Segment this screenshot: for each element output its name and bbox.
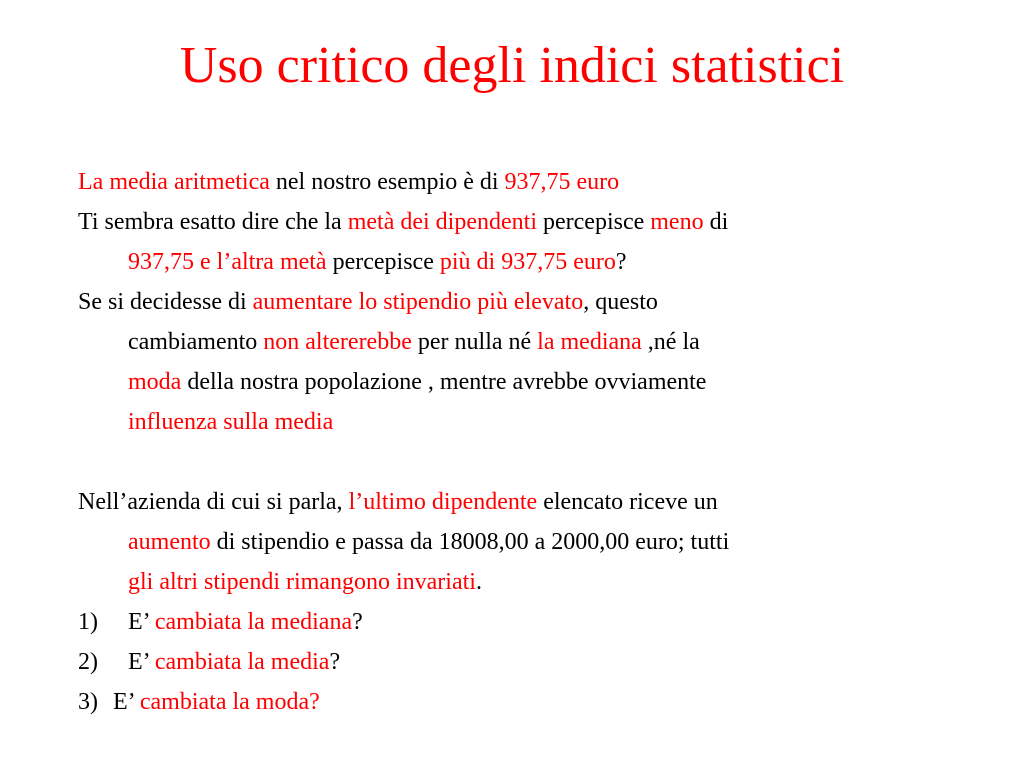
question-item (78, 642, 1018, 682)
question-number: 2) (78, 649, 98, 675)
highlight-would-not-alter: non altererebbe (263, 329, 412, 355)
text: Se si decidesse di (78, 289, 253, 315)
highlight-mean-changed: cambiata la media (154, 649, 330, 675)
highlight-mode: moda (128, 369, 182, 395)
line (78, 482, 1018, 522)
text: . (475, 569, 482, 595)
question-number: 3) (78, 689, 98, 715)
line (78, 242, 1018, 282)
slide-body (78, 162, 1018, 722)
question-item (78, 602, 1018, 642)
question-item (78, 682, 1018, 722)
paragraph-half-employees (78, 202, 1018, 282)
paragraph-raise-highest (78, 282, 1018, 442)
highlight-raise-highest-salary: aumentare lo stipendio più elevato (252, 289, 584, 315)
text: di stipendio e passa da 18008,00 a 2000,00 euro; tutti (210, 529, 730, 555)
highlight-mode-changed: cambiata la moda? (139, 689, 320, 715)
question-number: 1) (78, 609, 98, 635)
text: cambiamento (128, 329, 264, 355)
text: ? (615, 249, 627, 275)
line (78, 322, 1018, 362)
text: Nell’azienda di cui si parla, (78, 489, 349, 515)
line (78, 562, 1018, 602)
spacer (78, 442, 1018, 482)
text: nel nostro esempio è di (269, 169, 505, 195)
line (78, 202, 1018, 242)
highlight-arithmetic-mean: La media aritmetica (78, 169, 270, 195)
text: percepisce (326, 249, 440, 275)
text: Ti sembra esatto dire che la (78, 209, 348, 235)
text: , questo (583, 289, 658, 315)
paragraph-mean (78, 162, 1018, 202)
text: per nulla né (411, 329, 538, 355)
text: E’ (128, 609, 155, 635)
line (78, 362, 1018, 402)
text: ? (329, 649, 341, 675)
highlight-half-employees: metà dei dipendenti (347, 209, 537, 235)
text: E’ (113, 689, 140, 715)
slide-title: Uso critico degli indici statistici (179, 37, 845, 94)
text: di (703, 209, 729, 235)
paragraph-last-employee (78, 482, 1018, 602)
line (78, 402, 1018, 442)
line (78, 282, 1018, 322)
highlight-median-changed: cambiata la mediana (154, 609, 353, 635)
text: elencato riceve un (537, 489, 718, 515)
highlight-last-employee: l’ultimo dipendente (348, 489, 538, 515)
text: ,né la (641, 329, 700, 355)
highlight-more-than: più di 937,75 euro (439, 249, 616, 275)
text: E’ (128, 649, 155, 675)
highlight-raise: aumento (128, 529, 211, 555)
text: ? (352, 609, 363, 635)
text: della nostra popolazione , mentre avrebbe ovviamente (181, 369, 707, 395)
highlight-other-salaries-unchanged: gli altri stipendi rimangono invariati (128, 569, 476, 595)
line (78, 522, 1018, 562)
highlight-median: la mediana (537, 329, 642, 355)
highlight-influence-mean: influenza sulla media (128, 409, 334, 435)
highlight-other-half: 937,75 e l’altra metà (128, 249, 327, 275)
highlight-mean-value: 937,75 euro (504, 169, 620, 195)
highlight-less: meno (650, 209, 704, 235)
text: percepisce (537, 209, 651, 235)
